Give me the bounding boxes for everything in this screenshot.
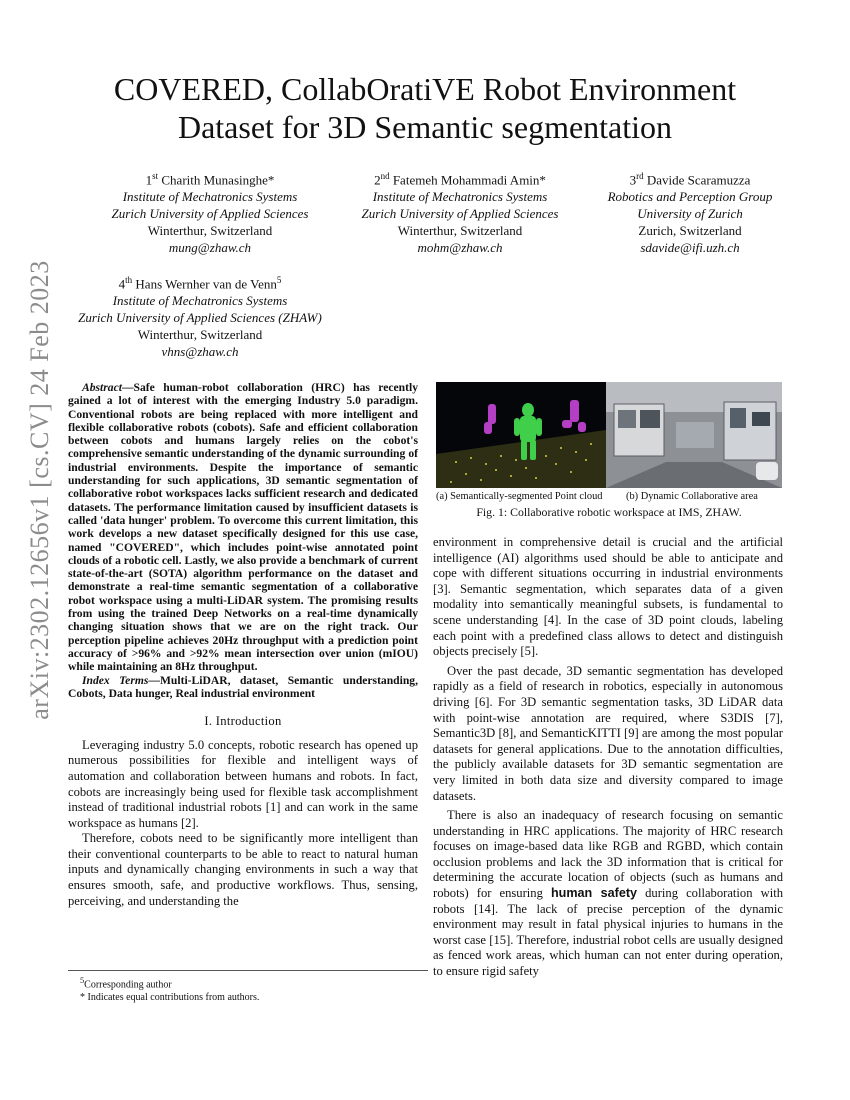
author-institute: Institute of Mechatronics Systems <box>122 189 298 205</box>
footnote-text: Corresponding author <box>84 979 172 991</box>
footnote-mark: * <box>80 991 85 1003</box>
workspace-photo <box>606 382 782 488</box>
author-location: Zurich, Switzerland <box>638 223 742 239</box>
index-terms-label: Index Terms <box>82 673 149 687</box>
paper-title: COVERED, CollabOratiVE Robot Environment Dataset for 3D Semantic segmentation <box>113 71 737 145</box>
author-ordinal-sup: rd <box>636 171 644 181</box>
footnote-2 <box>80 992 428 1005</box>
author-institute: Institute of Mechatronics Systems <box>112 293 288 309</box>
author-ordinal: 1 <box>145 172 153 188</box>
author-location: Winterthur, Switzerland <box>137 327 263 343</box>
abstract: Abstract—Safe human-robot collaboration (HRC) has recently gained a lot of interest with the emerging Industry 5.0 paradigm. Conventional robots are being replaced with more intelligent and flexible collaborative robots (cobots). Safe and efficient collaboration between cobots and humans largely relies on the cobot's comprehensive semantic understanding of the dynamic surrounding of industrial environments. Despite the importance of semantic understanding for such applications, 3D semantic segmentation of collaborative robot workspaces lacks sufficient research and dedicated datasets. The performance limitation caused by insufficient datasets is called 'data hunger' problem. To overcome this current limitation, this work develops a new dataset specifically designed for this use case, named "COVERED", which includes point-wise annotated point clouds of a robotic cell. Lastly, we also provide a benchmark of current state-of-the-art (SOTA) algorithm performance on the dataset and demonstrate a real-time semantic segmentation of a collaborative robot workspace using a multi-LiDAR system. The promising results from using the trained Deep Networks on a real-time dynamically changing situation shows that we are on the right track. Our perception pipeline achieves 20Hz throughput with a prediction point accuracy of >96% and >92% mean intersection over union (mIOU) while maintaining an 8Hz throughput. <box>68 381 418 674</box>
author-ordinal-sup: st <box>152 171 159 181</box>
author-footnote-mark: 5 <box>276 275 282 285</box>
intro-paragraph-1: Leveraging industry 5.0 concepts, robotic research has opened up numerous possibilities for flexible and intelligent ways of automation and collaboration between humans and robots. In fact, cobots are increasingly being used for flexible task accomplishment instead of traditional industrial robots [1] and can work in the same workspace as humans [2]. <box>68 737 418 830</box>
author-block-4 <box>60 272 340 360</box>
right-paragraph-3-text-a: There is also an inadequacy of research focusing on semantic understanding in HRC applications. The majority of HRC research focuses on image-based data like RGB and RGBD, which contain occlusion problems and lack the 3D information that is critical for determining the accurate location of objects (such as humans and robots) for ensuring <box>433 808 783 901</box>
author-university: Zurich University of Applied Sciences <box>111 206 309 222</box>
author-email: vhns@zhaw.ch <box>161 344 239 360</box>
subcaption-a: (a) Semantically-segmented Point cloud <box>436 491 603 502</box>
author-ordinal: 3 <box>629 172 637 188</box>
author-name: Fatemeh Mohammadi Amin* <box>392 172 546 188</box>
author-ordinal: 4 <box>118 276 126 292</box>
right-paragraph-3-text-b: during collaboration with robots [14]. The lack of precise perception of the dynamic environment may result in fatal physical injuries to humans in the worst case [15]. Therefore, industrial robot cells are usually designed as fenced work areas, which human can not enter during operation, to ensure rigid safety <box>433 886 783 979</box>
author-name: Hans Wernher van de Venn <box>135 276 277 292</box>
figure-caption: Fig. 1: Collaborative robotic workspace at IMS, ZHAW. <box>476 505 742 519</box>
author-location: Winterthur, Switzerland <box>147 223 273 239</box>
workspace-illustration <box>606 382 782 488</box>
author-institute: Robotics and Perception Group <box>607 189 773 205</box>
intro-paragraph-2: Therefore, cobots need to be significantly more intelligent than their conventional counterparts to be able to react to natural human inputs and dynamically changing environments in such a way that ensures smooth, safe, and productive workflows. Thus, sensing, perceiving, and understanding the <box>68 831 418 908</box>
subcaption-b: (b) Dynamic Collaborative area <box>626 491 758 502</box>
footnote-1 <box>80 975 428 992</box>
arxiv-id: arXiv:2302.12656v1 [cs.CV] 24 Feb 2023 <box>25 260 55 720</box>
figure-1 <box>436 382 782 520</box>
author-ordinal-sup: nd <box>380 171 390 181</box>
author-institute: Institute of Mechatronics Systems <box>372 189 548 205</box>
author-email: mung@zhaw.ch <box>168 240 252 256</box>
author-block-1 <box>92 168 328 256</box>
footnote-mark: 5 <box>80 976 85 985</box>
section-heading: I. Introduction <box>204 714 282 729</box>
footnote-text: Indicates equal contributions from authors. <box>85 991 260 1003</box>
author-university: University of Zurich <box>637 206 743 222</box>
human-safety-emphasis: human safety <box>550 886 638 901</box>
index-terms-text: Multi-LiDAR, dataset, Semantic understanding, Cobots, Data hunger, Real industrial environment <box>68 673 418 700</box>
author-name: Charith Munasinghe* <box>161 172 275 188</box>
author-university: Zurich University of Applied Sciences <box>361 206 559 222</box>
left-column <box>68 381 418 909</box>
right-column <box>433 535 783 980</box>
index-terms: Index Terms—Multi-LiDAR, dataset, Semantic understanding, Cobots, Data hunger, Real industrial environment <box>68 673 418 700</box>
point-cloud-illustration <box>436 382 606 488</box>
right-paragraph-2: Over the past decade, 3D semantic segmentation has developed rapidly as a field of research in robotics, especially in autonomous driving [6]. For 3D semantic segmentation tasks, 3D LiDAR data with point-wise annotation are required, where S3DIS [7], Semantic3D [8], and SemanticKITTI [9] are among the most popular datasets for general applications. Due to the annotation difficulties, the publicly available datasets for 3D semantic segmentation are very limited in both data size and diversity compared to image datasets. <box>433 663 783 803</box>
footnotes <box>68 970 428 1004</box>
right-paragraph-1: environment in comprehensive detail is crucial and the artificial intelligence (AI) algorithms used should be able to anticipate and cope with different situations occurring in industrial environments [3]. Semantic segmentation, which separates data of a given modality into semantically meaningful subsets, is fundamental to scene understanding [4]. In the case of 3D point clouds, labeling each point with a predefined class allows to detect and distinguish objects precisely [5]. <box>433 535 783 659</box>
point-cloud-image <box>436 382 606 488</box>
author-university: Zurich University of Applied Sciences (ZHAW) <box>78 310 322 326</box>
author-email: sdavide@ifi.uzh.ch <box>640 240 740 256</box>
abstract-text: Safe human-robot collaboration (HRC) has recently gained a lot of interest with the emerging Industry 5.0 paradigm. Conventional robots are being replaced with more intelligent and flexible collaborative robots (cobots). Safe and efficient collaboration between cobots and humans largely relies on the cobot's comprehensive semantic understanding of the dynamic surrounding of industrial environments. Despite the importance of semantic understanding for such applications, 3D semantic segmentation of collaborative robot workspaces lacks sufficient research and dedicated datasets. The performance limitation caused by insufficient datasets is called 'data hunger' problem. To overcome this current limitation, this work develops a new dataset specifically designed for this use case, named "COVERED", which includes point-wise annotated point clouds of a robotic cell. Lastly, we also provide a benchmark of current state-of-the-art (SOTA) algorithm performance on the dataset and demonstrate a real-time semantic segmentation of a collaborative robot workspace using a multi-LiDAR system. The promising results from using the trained Deep Networks on a real-time dynamically changing situation shows that we are on the right track. Our perception pipeline achieves 20Hz throughput with a prediction point accuracy of >96% and >92% mean intersection over union (mIOU) while maintaining an 8Hz throughput. <box>68 381 418 674</box>
author-ordinal: 2 <box>374 172 381 188</box>
author-block-2 <box>344 168 576 256</box>
abstract-label: Abstract <box>82 381 122 394</box>
author-location: Winterthur, Switzerland <box>397 223 523 239</box>
right-paragraph-3 <box>433 808 783 980</box>
author-name: Davide Scaramuzza <box>646 172 751 188</box>
author-ordinal-sup: th <box>125 275 133 285</box>
author-email: mohm@zhaw.ch <box>417 240 503 256</box>
author-block-3 <box>590 168 790 256</box>
